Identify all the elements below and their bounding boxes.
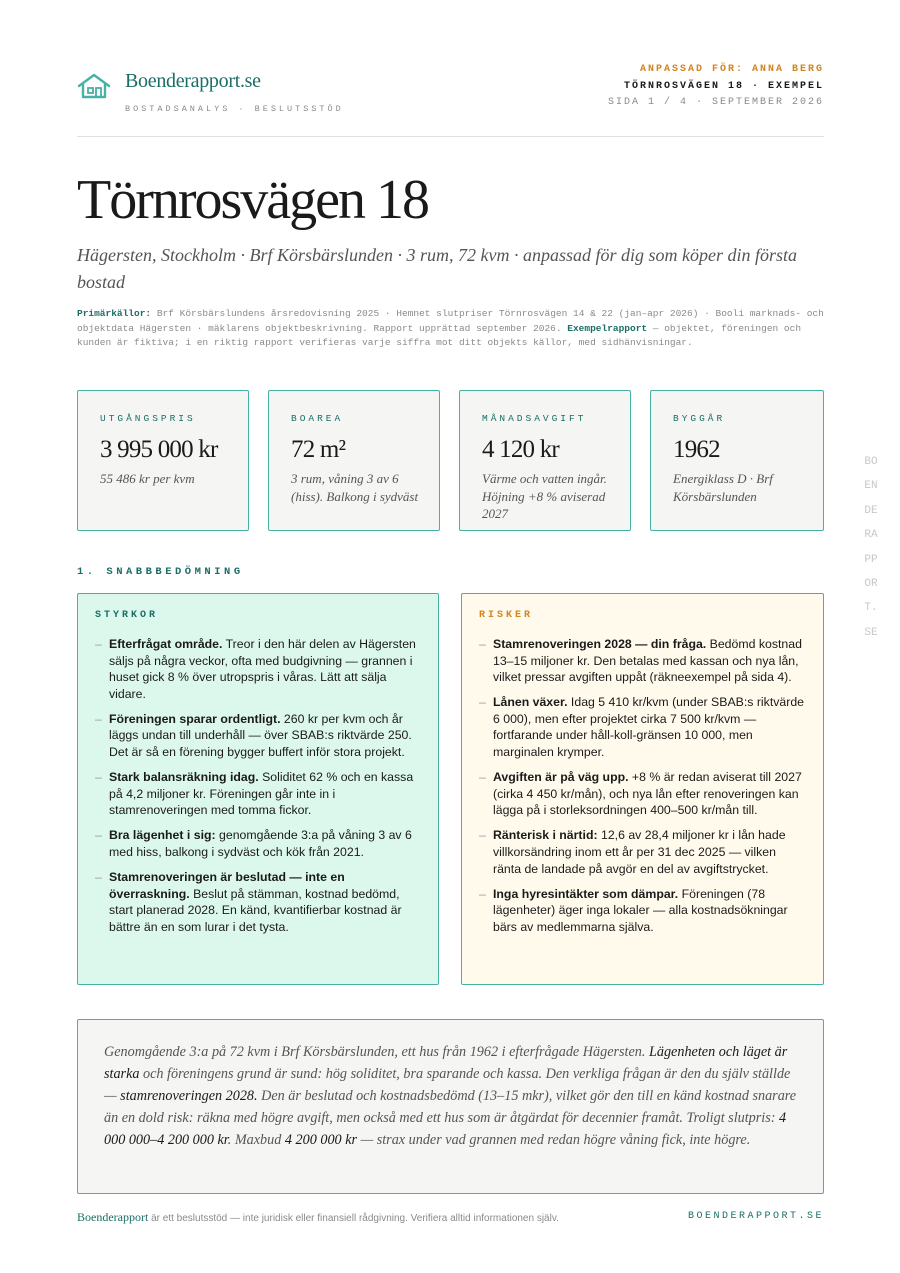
list-item (479, 769, 807, 819)
item-text: +8 % är redan aviserat till 2027 (cirka 4 450 kr/mån), och nya lån efter renoveringen kan lägga på i storleksordningen 400–500 kr/mån till. (493, 770, 802, 818)
item-text: 260 kr per kvm och år läggs undan till underhåll — över SBAB:s riktvärde 250. Det är så en förening bygger buffert inför stora projekt. (109, 711, 412, 760)
footer-disclaimer (77, 1210, 559, 1225)
footer-site: BOENDERAPPORT.SE (687, 1211, 824, 1222)
card-area (268, 390, 440, 531)
card-label: BYGGÅR (673, 413, 726, 424)
list-item (479, 886, 807, 936)
card-value: 3 995 000 kr (100, 436, 218, 463)
list-item (95, 869, 422, 935)
house-icon (77, 72, 111, 100)
header-divider (77, 136, 824, 137)
card-value: 72 m² (291, 436, 346, 463)
sources-disclaimer: — objektet, föreningen och kunden är fiktiva; i en riktig rapport verifieras varje siffra mot ditt objekts källor, med sidhänvisningar. (77, 322, 802, 349)
item-lead: Inga hyresintäkter som dämpar. (493, 886, 679, 901)
summary-box (77, 1019, 824, 1194)
address-line: TÖRNROSVÄGEN 18 · EXEMPEL (623, 80, 824, 92)
list-item (95, 711, 422, 761)
item-lead: Stamrenoveringen är beslutad — inte en överraskning. (109, 870, 345, 901)
card-value: 4 120 kr (482, 436, 559, 463)
brand-name: Boenderapport.se (125, 70, 261, 92)
card-label: UTGÅNGSPRIS (100, 413, 196, 424)
item-lead: Stamrenoveringen 2028 — din fråga. (493, 637, 707, 651)
list-item (95, 827, 422, 860)
item-text: Föreningen (78 lägenheter) äger inga lokaler — alla kostnadsökningar bärs av medlemmarna själva. (493, 886, 788, 934)
item-lead: Föreningen sparar ordentligt. (109, 711, 281, 726)
item-text: Beslut på stämman, kostnad bedömd, start planerad 2028. En känd, kvantifierbar kostnad är bättre än en som lurar i det tysta. (109, 886, 402, 934)
list-item (95, 769, 422, 819)
strengths-box (77, 593, 439, 985)
item-text: 12,6 av 28,4 miljoner kr i lån hade villkorsändring inom ett år per 31 dec 2025 — vilken ränta de landade på avgör en del av avgiftstrycket. (493, 828, 786, 876)
report-header (77, 58, 824, 118)
summary-text: Genomgående 3:a på 72 kvm i Brf Körsbärslunden, ett hus från 1962 i efterfrågade Hägersten. (104, 1044, 649, 1060)
page-footer (77, 1210, 824, 1226)
summary-text: — strax under vad grannen med redan högre våning fick, inte högre. (357, 1132, 751, 1148)
card-note: Värme och vatten ingår. Höjning +8 % aviserad 2027 (482, 471, 607, 521)
summary-highlight: Lägenheten och läget är starka (104, 1044, 788, 1082)
list-item (479, 694, 807, 760)
sources-text: Brf Körsbärslundens årsredovisning 2025 · Hemnet slutpriser Törnrosvägen 14 & 22 (jan–apr 2026) · Booli marknads- och objektdata Hägersten · mäklarens objektbeskrivning. Rapport upprättad september 2026. (77, 308, 824, 334)
side-watermark: BOENDERAPPORT.SE (864, 456, 878, 639)
summary-text: Den är beslutad och kostnadsbedömd (13–15 mkr), vilket gör den till en känd kostnad snarare än en dold risk: räkna med högre avgift, men också med ett hus som är åtgärdat för decennier framåt. Troligt slutpris: (104, 1088, 797, 1126)
report-meta (608, 62, 824, 112)
card-built-year (650, 390, 824, 531)
customer-line: ANPASSAD FÖR: ANNA BERG (639, 64, 824, 75)
page-title: Törnrosvägen 18 (77, 169, 429, 231)
strengths-title: STYRKOR (95, 610, 159, 621)
card-value: 1962 (673, 436, 720, 463)
item-text: Idag 5 410 kr/kvm (under SBAB:s riktvärde 6 000), men efter projektet cirka 7 500 kr/kvm — fortfarande under håll-koll-gränsen 10 000, men marginalen krymper. (493, 695, 804, 760)
page-line: SIDA 1 / 4 · SEPTEMBER 2026 (607, 97, 824, 108)
item-lead: Lånen växer. (493, 695, 568, 710)
item-text: Bedömd kostnad 13–15 miljoner kr. Den betalas med kassan och nya lån, vilket pressar avgiften uppåt (räkneexempel på sida 4). (493, 637, 802, 685)
item-lead: Bra lägenhet i sig: (109, 828, 216, 843)
summary-highlight: 4 000 000–4 200 000 kr (104, 1110, 787, 1148)
example-flag: Exempelrapport (567, 322, 648, 334)
summary-highlight: stamrenoveringen 2028. (120, 1088, 258, 1104)
strengths-list (95, 636, 422, 936)
footer-brand: Boenderapport (77, 1210, 149, 1224)
page-subtitle: Hägersten, Stockholm · Brf Körsbärslunden · 3 rum, 72 kvm · anpassad för dig som köper din första bostad (77, 245, 797, 292)
card-note: 55 486 kr per kvm (100, 471, 195, 486)
card-fee (459, 390, 631, 531)
sources-label: Primärkällor: (77, 308, 152, 319)
section-title: 1. SNABBBEDÖMNING (77, 566, 244, 578)
item-text: Treor i den här delen av Hägersten säljs på några veckor, ofta med budgivning — grannen i huset gick 8 % över utropspris i våras. Lätt att sälja vidare. (109, 637, 416, 701)
risks-box (461, 593, 824, 985)
item-lead: Avgiften är på väg upp. (493, 770, 629, 785)
risks-title: RISKER (479, 610, 534, 621)
summary-highlight: 4 200 000 kr (284, 1132, 358, 1148)
summary-text: . Maxbud (227, 1132, 285, 1148)
key-figures (77, 390, 824, 532)
card-note: Energiklass D · Brf Körsbärslunden (673, 471, 773, 504)
item-lead: Stark balansräkning idag. (109, 770, 259, 785)
item-text: genomgående 3:a på våning 3 av 6 med hiss, balkong i sydväst och kök från 2021. (109, 828, 412, 860)
sources-note (77, 307, 824, 351)
list-item (95, 636, 422, 702)
card-price (77, 390, 249, 531)
item-lead: Efterfrågat område. (109, 637, 223, 651)
list-item (479, 636, 807, 686)
card-label: BOAREA (291, 413, 344, 424)
summary-text: och föreningens grund är sund: hög soliditet, bra sparande och kassa. Den verkliga frågan är den du själv ställde — (104, 1066, 791, 1104)
list-item (479, 827, 807, 877)
risks-list (479, 636, 807, 936)
card-label: MÅNADSAVGIFT (482, 413, 587, 424)
card-note: 3 rum, våning 3 av 6 (hiss). Balkong i sydväst (291, 471, 419, 504)
brand-tagline: BOSTADSANALYS · BESLUTSSTÖD (125, 104, 344, 114)
item-text: Soliditet 62 % och en kassa på 4,2 miljoner kr. Föreningen går inte in i stamrenoveringen med tomma fickor. (109, 770, 414, 818)
item-lead: Ränterisk i närtid: (493, 828, 598, 843)
footer-text: är ett beslutsstöd — inte juridisk eller finansiell rådgivning. Verifiera alltid informationen själv. (148, 1213, 559, 1224)
